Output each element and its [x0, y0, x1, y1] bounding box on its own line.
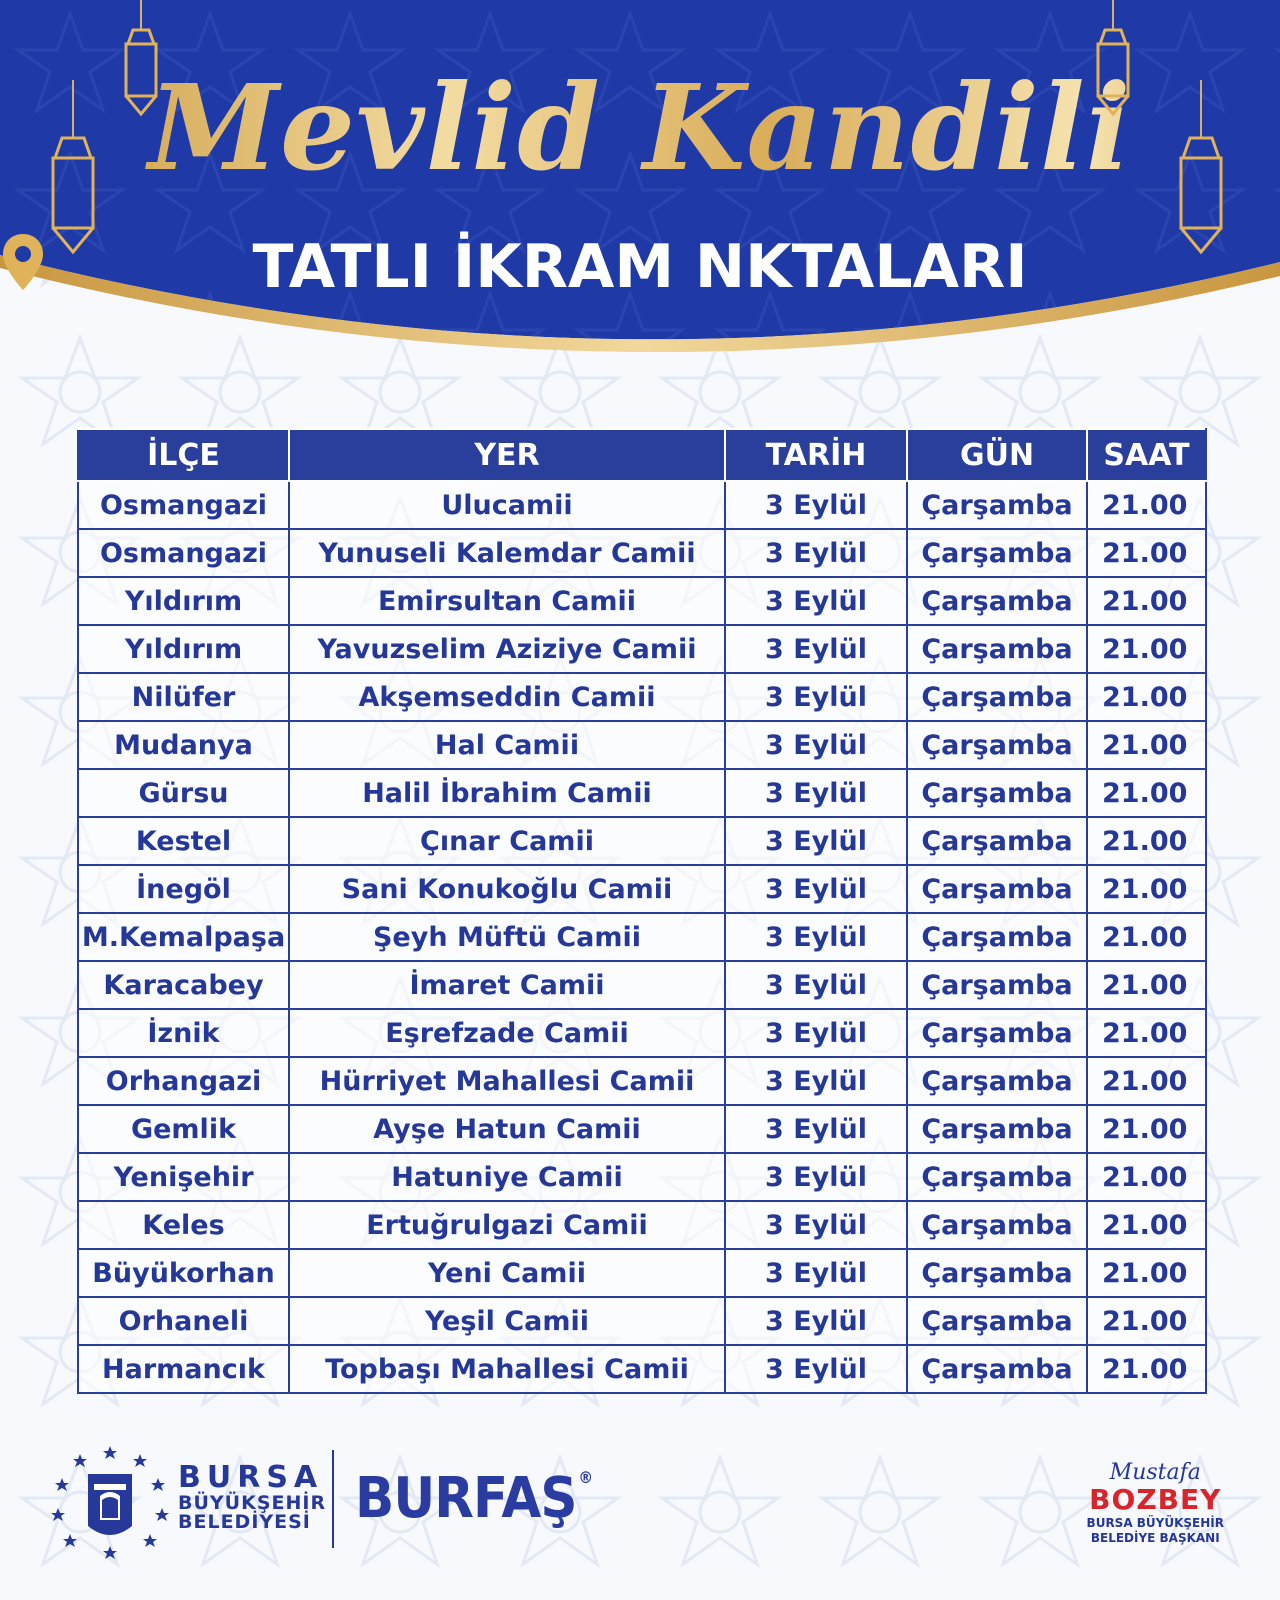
- cell-tarih: 3 Eylül: [725, 1153, 907, 1201]
- table-row: [78, 481, 1206, 529]
- cell-gun: Çarşamba: [907, 625, 1087, 673]
- cell-gun: Çarşamba: [907, 1201, 1087, 1249]
- column-header-tarih: TARİH: [725, 429, 907, 481]
- cell-yer: Hatuniye Camii: [289, 1153, 725, 1201]
- cell-saat: 21.00: [1087, 1009, 1206, 1057]
- page-title: Mevlid Kandili: [0, 58, 1280, 197]
- cell-tarih: 3 Eylül: [725, 673, 907, 721]
- table-row: [78, 1249, 1206, 1297]
- table-row: [78, 1297, 1206, 1345]
- table-row: [78, 625, 1206, 673]
- cell-yer: Emirsultan Camii: [289, 577, 725, 625]
- cell-ilce: Orhaneli: [78, 1297, 289, 1345]
- cell-ilce: Kestel: [78, 817, 289, 865]
- table-row: [78, 1153, 1206, 1201]
- cell-ilce: Keles: [78, 1201, 289, 1249]
- cell-gun: Çarşamba: [907, 1057, 1087, 1105]
- cell-ilce: İnegöl: [78, 865, 289, 913]
- table-row: [78, 1105, 1206, 1153]
- burfas-name: BURFAŞ: [355, 1466, 577, 1531]
- cell-gun: Çarşamba: [907, 1153, 1087, 1201]
- cell-saat: 21.00: [1087, 961, 1206, 1009]
- cell-tarih: 3 Eylül: [725, 961, 907, 1009]
- table-row: [78, 1009, 1206, 1057]
- cell-gun: Çarşamba: [907, 961, 1087, 1009]
- table-row: [78, 913, 1206, 961]
- cell-saat: 21.00: [1087, 1345, 1206, 1393]
- lantern-icon: [1172, 80, 1230, 260]
- cell-gun: Çarşamba: [907, 1105, 1087, 1153]
- cell-tarih: 3 Eylül: [725, 1345, 907, 1393]
- mayor-title-line1: BURSA BÜYÜKŞEHİR: [1086, 1515, 1224, 1530]
- cell-tarih: 3 Eylül: [725, 1057, 907, 1105]
- cell-yer: Ayşe Hatun Camii: [289, 1105, 725, 1153]
- cell-gun: Çarşamba: [907, 769, 1087, 817]
- schedule-table: [77, 428, 1207, 1394]
- cell-ilce: Karacabey: [78, 961, 289, 1009]
- cell-tarih: 3 Eylül: [725, 913, 907, 961]
- mayor-signature-block: [1087, 1460, 1224, 1546]
- cell-tarih: 3 Eylül: [725, 865, 907, 913]
- cell-saat: 21.00: [1087, 1201, 1206, 1249]
- lantern-icon: [1090, 0, 1136, 124]
- cell-gun: Çarşamba: [907, 529, 1087, 577]
- table-row: [78, 1345, 1206, 1393]
- cell-saat: 21.00: [1087, 673, 1206, 721]
- cell-saat: 21.00: [1087, 1057, 1206, 1105]
- cell-saat: 21.00: [1087, 1297, 1206, 1345]
- cell-tarih: 3 Eylül: [725, 1297, 907, 1345]
- cell-saat: 21.00: [1087, 721, 1206, 769]
- cell-ilce: Mudanya: [78, 721, 289, 769]
- cell-gun: Çarşamba: [907, 577, 1087, 625]
- cell-ilce: Yıldırım: [78, 625, 289, 673]
- cell-saat: 21.00: [1087, 865, 1206, 913]
- burfas-logo: [355, 1466, 592, 1531]
- cell-yer: Yunuseli Kalemdar Camii: [289, 529, 725, 577]
- cell-ilce: Yıldırım: [78, 577, 289, 625]
- cell-gun: Çarşamba: [907, 481, 1087, 529]
- cell-ilce: Nilüfer: [78, 673, 289, 721]
- lantern-icon: [118, 0, 164, 124]
- table-row: [78, 673, 1206, 721]
- table-row: [78, 577, 1206, 625]
- municipality-line3: BELEDİYESİ: [178, 1511, 311, 1534]
- cell-tarih: 3 Eylül: [725, 577, 907, 625]
- table-row: [78, 769, 1206, 817]
- cell-tarih: 3 Eylül: [725, 481, 907, 529]
- bursa-municipality-emblem-icon: [50, 1440, 170, 1560]
- cell-ilce: Orhangazi: [78, 1057, 289, 1105]
- cell-yer: Ertuğrulgazi Camii: [289, 1201, 725, 1249]
- cell-gun: Çarşamba: [907, 673, 1087, 721]
- cell-yer: Hürriyet Mahallesi Camii: [289, 1057, 725, 1105]
- cell-ilce: Osmangazi: [78, 481, 289, 529]
- cell-saat: 21.00: [1087, 529, 1206, 577]
- cell-tarih: 3 Eylül: [725, 1201, 907, 1249]
- table-row: [78, 721, 1206, 769]
- table-header-row: [78, 429, 1206, 481]
- cell-ilce: Osmangazi: [78, 529, 289, 577]
- table-row: [78, 961, 1206, 1009]
- cell-saat: 21.00: [1087, 577, 1206, 625]
- cell-saat: 21.00: [1087, 1105, 1206, 1153]
- table-row: [78, 529, 1206, 577]
- cell-yer: Yeni Camii: [289, 1249, 725, 1297]
- cell-ilce: Yenişehir: [78, 1153, 289, 1201]
- column-header-ilce: İLÇE: [78, 429, 289, 481]
- location-pin-icon: [0, 232, 46, 292]
- municipality-line1: BURSA: [178, 1460, 324, 1495]
- table-row: [78, 817, 1206, 865]
- mayor-surname: BOZBEY: [1089, 1483, 1222, 1516]
- table-body: [78, 481, 1206, 1393]
- cell-saat: 21.00: [1087, 913, 1206, 961]
- cell-yer: Ulucamii: [289, 481, 725, 529]
- cell-saat: 21.00: [1087, 1249, 1206, 1297]
- cell-gun: Çarşamba: [907, 1345, 1087, 1393]
- cell-saat: 21.00: [1087, 1153, 1206, 1201]
- cell-saat: 21.00: [1087, 625, 1206, 673]
- cell-ilce: Gürsu: [78, 769, 289, 817]
- cell-yer: Halil İbrahim Camii: [289, 769, 725, 817]
- column-header-saat: SAAT: [1087, 429, 1206, 481]
- header-banner: [0, 0, 1280, 380]
- cell-ilce: M.Kemalpaşa: [78, 913, 289, 961]
- cell-gun: Çarşamba: [907, 1009, 1087, 1057]
- cell-yer: Hal Camii: [289, 721, 725, 769]
- cell-ilce: İznik: [78, 1009, 289, 1057]
- cell-saat: 21.00: [1087, 817, 1206, 865]
- cell-gun: Çarşamba: [907, 1249, 1087, 1297]
- cell-yer: Eşrefzade Camii: [289, 1009, 725, 1057]
- subtitle-text-end: KTALARI: [745, 232, 1028, 302]
- cell-tarih: 3 Eylül: [725, 817, 907, 865]
- mayor-title-line2: BELEDİYE BAŞKANI: [1090, 1530, 1220, 1545]
- cell-ilce: Harmancık: [78, 1345, 289, 1393]
- page-subtitle: [0, 232, 1280, 302]
- cell-gun: Çarşamba: [907, 913, 1087, 961]
- cell-gun: Çarşamba: [907, 1297, 1087, 1345]
- column-header-yer: YER: [289, 429, 725, 481]
- table-row: [78, 1201, 1206, 1249]
- cell-saat: 21.00: [1087, 769, 1206, 817]
- cell-tarih: 3 Eylül: [725, 721, 907, 769]
- subtitle-text-start: TATLI İKRAM N: [252, 232, 746, 302]
- cell-gun: Çarşamba: [907, 865, 1087, 913]
- cell-yer: Çınar Camii: [289, 817, 725, 865]
- table-row: [78, 1057, 1206, 1105]
- footer-divider: [332, 1450, 334, 1548]
- table-row: [78, 865, 1206, 913]
- cell-saat: 21.00: [1087, 481, 1206, 529]
- municipality-name: [178, 1462, 326, 1533]
- cell-yer: Yavuzselim Aziziye Camii: [289, 625, 725, 673]
- cell-yer: Yeşil Camii: [289, 1297, 725, 1345]
- cell-yer: Topbaşı Mahallesi Camii: [289, 1345, 725, 1393]
- cell-ilce: Gemlik: [78, 1105, 289, 1153]
- mayor-first-name: Mustafa: [1109, 1460, 1201, 1485]
- cell-tarih: 3 Eylül: [725, 769, 907, 817]
- cell-tarih: 3 Eylül: [725, 1249, 907, 1297]
- column-header-gun: GÜN: [907, 429, 1087, 481]
- registered-mark: ®: [578, 1468, 593, 1487]
- cell-tarih: 3 Eylül: [725, 1009, 907, 1057]
- cell-yer: Şeyh Müftü Camii: [289, 913, 725, 961]
- cell-tarih: 3 Eylül: [725, 625, 907, 673]
- cell-yer: Akşemseddin Camii: [289, 673, 725, 721]
- cell-yer: Sani Konukoğlu Camii: [289, 865, 725, 913]
- footer: [0, 1440, 1280, 1600]
- lantern-icon: [44, 80, 102, 260]
- cell-gun: Çarşamba: [907, 721, 1087, 769]
- cell-tarih: 3 Eylül: [725, 529, 907, 577]
- cell-gun: Çarşamba: [907, 817, 1087, 865]
- cell-yer: İmaret Camii: [289, 961, 725, 1009]
- cell-tarih: 3 Eylül: [725, 1105, 907, 1153]
- municipality-line2: BÜYÜKŞEHİR: [178, 1491, 327, 1514]
- cell-ilce: Büyükorhan: [78, 1249, 289, 1297]
